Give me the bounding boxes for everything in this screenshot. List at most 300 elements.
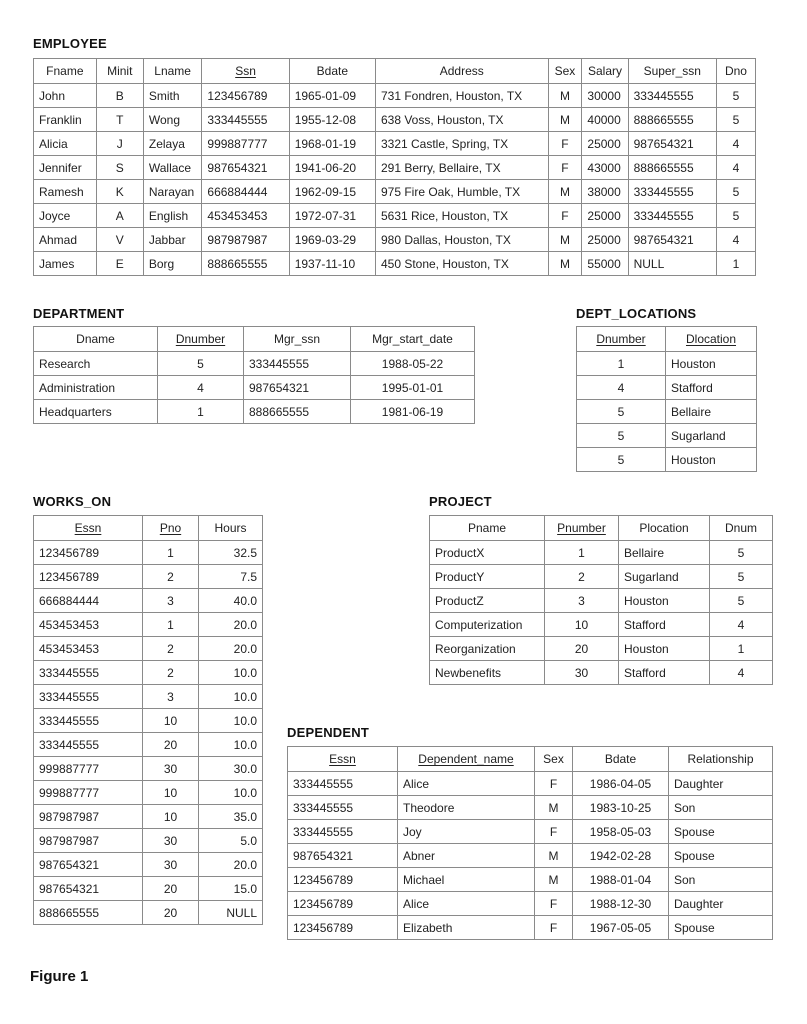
dept-locations-header-dnumber: Dnumber xyxy=(577,327,666,352)
works-on-header-essn: Essn xyxy=(34,516,143,541)
employee-cell: S xyxy=(96,156,143,180)
dependent-cell: Michael xyxy=(398,868,535,892)
works-on-cell: 999887777 xyxy=(34,781,143,805)
works-on-row xyxy=(34,565,263,589)
works-on-row xyxy=(34,709,263,733)
works-on-row xyxy=(34,901,263,925)
dependent-cell: 987654321 xyxy=(288,844,398,868)
employee-cell: Smith xyxy=(143,84,202,108)
works-on-row xyxy=(34,661,263,685)
works-on-cell: 333445555 xyxy=(34,685,143,709)
works-on-row xyxy=(34,541,263,565)
employee-cell: 888665555 xyxy=(202,252,289,276)
employee-cell: 4 xyxy=(716,132,755,156)
works-on-cell: 30.0 xyxy=(199,757,263,781)
dept-locations-row xyxy=(577,376,757,400)
department-header-dname: Dname xyxy=(34,327,158,352)
employee-cell: 731 Fondren, Houston, TX xyxy=(375,84,548,108)
dept-locations-cell: 4 xyxy=(577,376,666,400)
works-on-cell: 987987987 xyxy=(34,829,143,853)
employee-cell: Ahmad xyxy=(34,228,97,252)
dept-locations-table xyxy=(576,326,757,472)
works-on-cell: 20.0 xyxy=(199,853,263,877)
works-on-cell: 2 xyxy=(143,637,199,661)
works-on-row xyxy=(34,781,263,805)
project-cell: 30 xyxy=(545,661,619,685)
employee-row xyxy=(34,84,756,108)
employee-cell: 1941-06-20 xyxy=(289,156,375,180)
works-on-cell: 30 xyxy=(143,853,199,877)
employee-header-dno: Dno xyxy=(716,59,755,84)
dept-locations-row xyxy=(577,448,757,472)
dependent-row xyxy=(288,916,773,940)
department-row xyxy=(34,352,475,376)
employee-cell: Zelaya xyxy=(143,132,202,156)
works-on-cell: 30 xyxy=(143,757,199,781)
department-cell: 888665555 xyxy=(244,400,351,424)
project-body xyxy=(430,541,773,685)
project-cell: Reorganization xyxy=(430,637,545,661)
project-title: PROJECT xyxy=(429,494,492,509)
dependent-cell: F xyxy=(535,820,573,844)
works-on-cell: 10.0 xyxy=(199,733,263,757)
project-cell: Computerization xyxy=(430,613,545,637)
works-on-cell: 1 xyxy=(143,541,199,565)
dependent-cell: Spouse xyxy=(669,916,773,940)
employee-body xyxy=(34,84,756,276)
works-on-cell: 10.0 xyxy=(199,661,263,685)
dept-locations-cell: Sugarland xyxy=(666,424,757,448)
works-on-header-hours: Hours xyxy=(199,516,263,541)
works-on-row xyxy=(34,613,263,637)
dependent-cell: Son xyxy=(669,796,773,820)
department-row xyxy=(34,376,475,400)
employee-cell: 1965-01-09 xyxy=(289,84,375,108)
works-on-cell: 453453453 xyxy=(34,613,143,637)
employee-cell: M xyxy=(548,108,582,132)
employee-cell: M xyxy=(548,84,582,108)
works-on-cell: 123456789 xyxy=(34,565,143,589)
works-on-cell: 666884444 xyxy=(34,589,143,613)
works-on-cell: 453453453 xyxy=(34,637,143,661)
dept-locations-row xyxy=(577,352,757,376)
employee-cell: John xyxy=(34,84,97,108)
dependent-cell: F xyxy=(535,772,573,796)
employee-cell: M xyxy=(548,180,582,204)
employee-cell: F xyxy=(548,156,582,180)
works-on-cell: 10 xyxy=(143,805,199,829)
dependent-cell: Daughter xyxy=(669,772,773,796)
employee-cell: 450 Stone, Houston, TX xyxy=(375,252,548,276)
employee-cell: 1937-11-10 xyxy=(289,252,375,276)
works-on-cell: 30 xyxy=(143,829,199,853)
employee-cell: 1969-03-29 xyxy=(289,228,375,252)
dependent-row xyxy=(288,820,773,844)
employee-row xyxy=(34,132,756,156)
department-cell: 987654321 xyxy=(244,376,351,400)
dependent-body xyxy=(288,772,773,940)
employee-cell: Jennifer xyxy=(34,156,97,180)
works-on-row xyxy=(34,877,263,901)
dependent-row xyxy=(288,892,773,916)
employee-cell: M xyxy=(548,252,582,276)
project-cell: ProductY xyxy=(430,565,545,589)
dept-locations-cell: 5 xyxy=(577,424,666,448)
employee-row xyxy=(34,108,756,132)
dependent-header-relationship: Relationship xyxy=(669,747,773,772)
project-cell: 5 xyxy=(710,541,773,565)
works-on-row xyxy=(34,733,263,757)
dependent-row xyxy=(288,868,773,892)
employee-cell: 975 Fire Oak, Humble, TX xyxy=(375,180,548,204)
employee-cell: 888665555 xyxy=(628,156,716,180)
department-cell: 1988-05-22 xyxy=(351,352,475,376)
employee-row xyxy=(34,252,756,276)
dependent-cell: 123456789 xyxy=(288,892,398,916)
works-on-row xyxy=(34,829,263,853)
dependent-cell: F xyxy=(535,892,573,916)
works-on-row xyxy=(34,589,263,613)
employee-cell: 638 Voss, Houston, TX xyxy=(375,108,548,132)
employee-cell: English xyxy=(143,204,202,228)
employee-cell: 5631 Rice, Houston, TX xyxy=(375,204,548,228)
department-cell: 333445555 xyxy=(244,352,351,376)
department-body xyxy=(34,352,475,424)
works-on-cell: 5.0 xyxy=(199,829,263,853)
dependent-header-dependent-name: Dependent_name xyxy=(398,747,535,772)
works-on-cell: NULL xyxy=(199,901,263,925)
works-on-cell: 2 xyxy=(143,565,199,589)
dependent-cell: Theodore xyxy=(398,796,535,820)
employee-cell: 3321 Castle, Spring, TX xyxy=(375,132,548,156)
employee-header-address: Address xyxy=(375,59,548,84)
employee-cell: E xyxy=(96,252,143,276)
dependent-cell: 333445555 xyxy=(288,796,398,820)
employee-cell: 999887777 xyxy=(202,132,289,156)
works-on-cell: 987987987 xyxy=(34,805,143,829)
dependent-cell: 123456789 xyxy=(288,916,398,940)
project-cell: 4 xyxy=(710,661,773,685)
department-cell: 1 xyxy=(158,400,244,424)
employee-cell: 980 Dallas, Houston, TX xyxy=(375,228,548,252)
project-cell: Newbenefits xyxy=(430,661,545,685)
employee-cell: 25000 xyxy=(582,228,628,252)
project-header-row xyxy=(430,516,773,541)
dependent-cell: Elizabeth xyxy=(398,916,535,940)
employee-cell: M xyxy=(548,228,582,252)
works-on-cell: 333445555 xyxy=(34,733,143,757)
project-cell: ProductZ xyxy=(430,589,545,613)
works-on-cell: 123456789 xyxy=(34,541,143,565)
project-row xyxy=(430,661,773,685)
dependent-cell: Abner xyxy=(398,844,535,868)
works-on-cell: 32.5 xyxy=(199,541,263,565)
employee-cell: 333445555 xyxy=(628,84,716,108)
project-cell: 1 xyxy=(710,637,773,661)
works-on-cell: 333445555 xyxy=(34,661,143,685)
dependent-row xyxy=(288,796,773,820)
employee-cell: 5 xyxy=(716,180,755,204)
department-header-mgr-start-date: Mgr_start_date xyxy=(351,327,475,352)
works-on-cell: 20 xyxy=(143,733,199,757)
employee-header-super-ssn: Super_ssn xyxy=(628,59,716,84)
works-on-header-pno: Pno xyxy=(143,516,199,541)
employee-cell: 40000 xyxy=(582,108,628,132)
works-on-cell: 20.0 xyxy=(199,637,263,661)
employee-cell: Borg xyxy=(143,252,202,276)
project-cell: 5 xyxy=(710,589,773,613)
employee-cell: V xyxy=(96,228,143,252)
employee-cell: 291 Berry, Bellaire, TX xyxy=(375,156,548,180)
employee-cell: Franklin xyxy=(34,108,97,132)
employee-cell: NULL xyxy=(628,252,716,276)
dept-locations-cell: Houston xyxy=(666,352,757,376)
dept-locations-cell: Bellaire xyxy=(666,400,757,424)
employee-cell: 888665555 xyxy=(628,108,716,132)
dept-locations-cell: 5 xyxy=(577,400,666,424)
project-cell: 5 xyxy=(710,565,773,589)
project-cell: 3 xyxy=(545,589,619,613)
dept-locations-header-dlocation: Dlocation xyxy=(666,327,757,352)
dependent-cell: 123456789 xyxy=(288,868,398,892)
employee-header-row xyxy=(34,59,756,84)
employee-cell: 453453453 xyxy=(202,204,289,228)
works-on-cell: 20 xyxy=(143,877,199,901)
employee-cell: 1962-09-15 xyxy=(289,180,375,204)
employee-cell: Narayan xyxy=(143,180,202,204)
project-cell: Stafford xyxy=(619,661,710,685)
works-on-cell: 1 xyxy=(143,613,199,637)
dept-locations-cell: Houston xyxy=(666,448,757,472)
works-on-cell: 999887777 xyxy=(34,757,143,781)
employee-cell: 55000 xyxy=(582,252,628,276)
employee-row xyxy=(34,228,756,252)
employee-cell: 1972-07-31 xyxy=(289,204,375,228)
employee-cell: B xyxy=(96,84,143,108)
dependent-cell: 1942-02-28 xyxy=(573,844,669,868)
employee-cell: 123456789 xyxy=(202,84,289,108)
department-cell: Research xyxy=(34,352,158,376)
employee-cell: 1955-12-08 xyxy=(289,108,375,132)
dependent-header-sex: Sex xyxy=(535,747,573,772)
dependent-cell: Daughter xyxy=(669,892,773,916)
department-title: DEPARTMENT xyxy=(33,306,125,321)
dept-locations-row xyxy=(577,400,757,424)
employee-cell: Wong xyxy=(143,108,202,132)
dependent-cell: 333445555 xyxy=(288,820,398,844)
works-on-header-row xyxy=(34,516,263,541)
dependent-cell: 1988-01-04 xyxy=(573,868,669,892)
works-on-cell: 15.0 xyxy=(199,877,263,901)
employee-cell: F xyxy=(548,204,582,228)
works-on-cell: 40.0 xyxy=(199,589,263,613)
employee-header-sex: Sex xyxy=(548,59,582,84)
dependent-cell: Spouse xyxy=(669,820,773,844)
department-header-dnumber: Dnumber xyxy=(158,327,244,352)
project-cell: 4 xyxy=(710,613,773,637)
dept-locations-row xyxy=(577,424,757,448)
department-cell: Headquarters xyxy=(34,400,158,424)
employee-header-fname: Fname xyxy=(34,59,97,84)
employee-cell: Ramesh xyxy=(34,180,97,204)
project-row xyxy=(430,541,773,565)
dependent-cell: 1967-05-05 xyxy=(573,916,669,940)
employee-cell: 4 xyxy=(716,156,755,180)
dept-locations-cell: Stafford xyxy=(666,376,757,400)
employee-cell: 333445555 xyxy=(628,180,716,204)
project-cell: ProductX xyxy=(430,541,545,565)
employee-cell: 1 xyxy=(716,252,755,276)
employee-cell: 1968-01-19 xyxy=(289,132,375,156)
project-row xyxy=(430,613,773,637)
works-on-cell: 10.0 xyxy=(199,781,263,805)
project-row xyxy=(430,637,773,661)
works-on-row xyxy=(34,853,263,877)
project-cell: Bellaire xyxy=(619,541,710,565)
project-cell: Houston xyxy=(619,589,710,613)
employee-cell: A xyxy=(96,204,143,228)
project-row xyxy=(430,565,773,589)
works-on-row xyxy=(34,637,263,661)
figure-caption: Figure 1 xyxy=(30,968,89,985)
employee-cell: Wallace xyxy=(143,156,202,180)
works-on-cell: 35.0 xyxy=(199,805,263,829)
dept-locations-cell: 5 xyxy=(577,448,666,472)
dependent-row xyxy=(288,844,773,868)
works-on-table xyxy=(33,515,263,925)
works-on-cell: 10 xyxy=(143,709,199,733)
project-cell: 20 xyxy=(545,637,619,661)
employee-cell: 987654321 xyxy=(628,228,716,252)
dependent-header-row xyxy=(288,747,773,772)
project-header-dnum: Dnum xyxy=(710,516,773,541)
employee-cell: 4 xyxy=(716,228,755,252)
employee-cell: 666884444 xyxy=(202,180,289,204)
dependent-cell: Alice xyxy=(398,892,535,916)
works-on-row xyxy=(34,757,263,781)
works-on-cell: 3 xyxy=(143,685,199,709)
employee-cell: James xyxy=(34,252,97,276)
works-on-cell: 10 xyxy=(143,781,199,805)
employee-cell: J xyxy=(96,132,143,156)
department-cell: 5 xyxy=(158,352,244,376)
dependent-header-bdate: Bdate xyxy=(573,747,669,772)
dependent-cell: 1983-10-25 xyxy=(573,796,669,820)
employee-cell: 25000 xyxy=(582,204,628,228)
works-on-title: WORKS_ON xyxy=(33,494,112,509)
department-table xyxy=(33,326,475,424)
employee-cell: Alicia xyxy=(34,132,97,156)
employee-table xyxy=(33,58,756,276)
project-header-pnumber: Pnumber xyxy=(545,516,619,541)
project-header-plocation: Plocation xyxy=(619,516,710,541)
employee-cell: 987987987 xyxy=(202,228,289,252)
employee-cell: 987654321 xyxy=(628,132,716,156)
project-cell: 10 xyxy=(545,613,619,637)
works-on-row xyxy=(34,805,263,829)
employee-cell: 5 xyxy=(716,108,755,132)
employee-cell: F xyxy=(548,132,582,156)
works-on-cell: 333445555 xyxy=(34,709,143,733)
works-on-cell: 888665555 xyxy=(34,901,143,925)
employee-cell: 987654321 xyxy=(202,156,289,180)
employee-header-minit: Minit xyxy=(96,59,143,84)
dept-locations-header-row xyxy=(577,327,757,352)
project-cell: Houston xyxy=(619,637,710,661)
dependent-cell: M xyxy=(535,868,573,892)
dependent-table xyxy=(287,746,773,940)
project-table xyxy=(429,515,773,685)
employee-cell: 5 xyxy=(716,84,755,108)
dependent-cell: 1988-12-30 xyxy=(573,892,669,916)
project-header-pname: Pname xyxy=(430,516,545,541)
dependent-cell: F xyxy=(535,916,573,940)
works-on-body xyxy=(34,541,263,925)
employee-cell: T xyxy=(96,108,143,132)
works-on-row xyxy=(34,685,263,709)
dependent-cell: M xyxy=(535,844,573,868)
works-on-cell: 20.0 xyxy=(199,613,263,637)
department-row xyxy=(34,400,475,424)
project-cell: 1 xyxy=(545,541,619,565)
employee-cell: Joyce xyxy=(34,204,97,228)
employee-cell: 5 xyxy=(716,204,755,228)
works-on-cell: 987654321 xyxy=(34,853,143,877)
employee-header-ssn: Ssn xyxy=(202,59,289,84)
project-row xyxy=(430,589,773,613)
department-header-row xyxy=(34,327,475,352)
works-on-cell: 3 xyxy=(143,589,199,613)
dependent-cell: Son xyxy=(669,868,773,892)
employee-header-bdate: Bdate xyxy=(289,59,375,84)
dept-locations-body xyxy=(577,352,757,472)
employee-cell: K xyxy=(96,180,143,204)
dependent-cell: M xyxy=(535,796,573,820)
project-cell: Sugarland xyxy=(619,565,710,589)
department-header-mgr-ssn: Mgr_ssn xyxy=(244,327,351,352)
employee-title: EMPLOYEE xyxy=(33,36,107,51)
works-on-cell: 2 xyxy=(143,661,199,685)
employee-cell: Jabbar xyxy=(143,228,202,252)
dept-locations-title: DEPT_LOCATIONS xyxy=(576,306,697,321)
department-cell: Administration xyxy=(34,376,158,400)
works-on-cell: 7.5 xyxy=(199,565,263,589)
project-cell: Stafford xyxy=(619,613,710,637)
dependent-cell: Alice xyxy=(398,772,535,796)
employee-cell: 38000 xyxy=(582,180,628,204)
project-cell: 2 xyxy=(545,565,619,589)
employee-cell: 25000 xyxy=(582,132,628,156)
department-cell: 1995-01-01 xyxy=(351,376,475,400)
works-on-cell: 20 xyxy=(143,901,199,925)
employee-header-lname: Lname xyxy=(143,59,202,84)
employee-row xyxy=(34,156,756,180)
dependent-title: DEPENDENT xyxy=(287,725,369,740)
dependent-cell: Joy xyxy=(398,820,535,844)
department-cell: 4 xyxy=(158,376,244,400)
dependent-cell: 1958-05-03 xyxy=(573,820,669,844)
works-on-cell: 987654321 xyxy=(34,877,143,901)
employee-row xyxy=(34,180,756,204)
dept-locations-cell: 1 xyxy=(577,352,666,376)
dependent-cell: Spouse xyxy=(669,844,773,868)
dependent-row xyxy=(288,772,773,796)
employee-cell: 43000 xyxy=(582,156,628,180)
department-cell: 1981-06-19 xyxy=(351,400,475,424)
employee-cell: 333445555 xyxy=(628,204,716,228)
employee-header-salary: Salary xyxy=(582,59,628,84)
employee-cell: 333445555 xyxy=(202,108,289,132)
